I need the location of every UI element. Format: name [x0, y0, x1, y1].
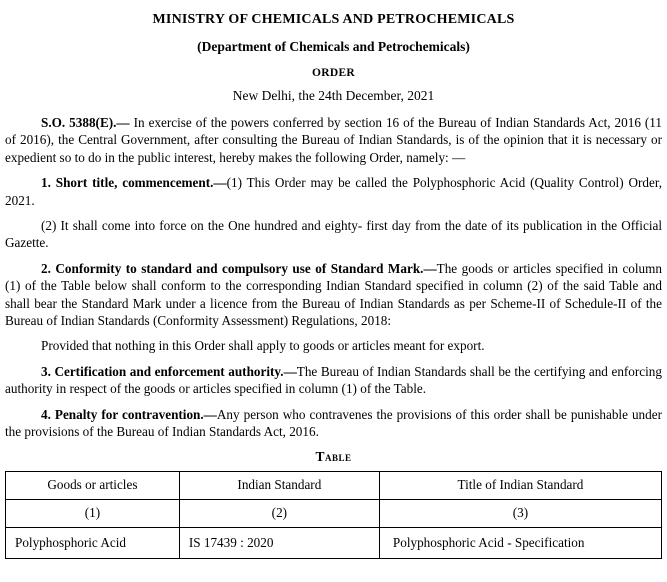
paragraph-proviso [5, 337, 662, 354]
paragraph-text: (2) It shall come into force on the One hundred and eighty- first day from the date of its publication in the Official Gazette. [5, 218, 662, 251]
paragraph-lead: 4. Penalty for contravention.— [41, 406, 217, 422]
document-header [5, 12, 662, 104]
paragraph-text: The Bureau of Indian Standards shall be the certifying and enforcing authority in respect of the goods or articles specified in column (1) of the Table. [5, 363, 662, 397]
dateline: New Delhi, the 24th December, 2021 [232, 88, 435, 103]
standards-table [5, 471, 662, 559]
table-row [6, 527, 662, 558]
column-number-2: (2) [179, 499, 379, 527]
paragraph-text: In exercise of the powers conferred by section 16 of the Bureau of Indian Standards Act, 2016 (11 of 2016), the Central Government, after consulting the Bureau of Indian Standards, is of the opinion that it is necessary or expedient so to do in the public interest, hereby makes the following Order, namely: — [5, 115, 663, 165]
cell-standard: IS 17439 : 2020 [179, 527, 379, 558]
table-column-number-row [6, 499, 662, 527]
paragraph-short-title [5, 174, 662, 209]
paragraph-so-number [5, 114, 662, 166]
column-number-1: (1) [6, 499, 180, 527]
column-header-title: Title of Indian Standard [379, 471, 661, 499]
order-label: ORDER [311, 67, 356, 79]
cell-goods: Polyphosphoric Acid [6, 527, 180, 558]
column-header-standard: Indian Standard [179, 471, 379, 499]
paragraph-text: (1) This Order may be called the Polyphosphoric Acid (Quality Control) Order, 2021. [5, 175, 662, 208]
table-heading: Table [315, 448, 352, 464]
ministry-title: MINISTRY OF CHEMICALS AND PETROCHEMICALS [152, 12, 515, 27]
paragraph-lead: 1. Short title, commencement.— [41, 175, 227, 191]
column-number-3: (3) [379, 499, 661, 527]
department-subtitle: (Department of Chemicals and Petrochemicals) [197, 39, 470, 54]
paragraph-text: The goods or articles specified in column (1) of the Table below shall conform to the corresponding Indian Standard specified in column (2) of the said Table and shall bear the Standard Mark under a licence from the Bureau of Indian Standards as per Scheme-II of Schedule-II of the Bureau of Indian Standards (Conformity Assessment) Regulations, 2018: [5, 260, 663, 329]
paragraph-penalty [5, 406, 662, 441]
paragraph-text: Any person who contravenes the provisions of this order shall be punishable under the provisions of the Bureau of Indian Standards Act, 2016. [5, 406, 662, 440]
column-header-goods: Goods or articles [6, 471, 180, 499]
paragraph-lead: 3. Certification and enforcement authority.— [41, 363, 297, 379]
paragraph-text: Provided that nothing in this Order shall apply to goods or articles meant for export. [41, 338, 485, 354]
paragraph-lead: 2. Conformity to standard and compulsory use of Standard Mark.— [41, 260, 437, 276]
paragraph-lead: S.O. 5388(E).— [41, 115, 130, 130]
paragraph-certification [5, 363, 662, 398]
paragraph-conformity [5, 260, 662, 330]
paragraph-commencement [5, 217, 662, 252]
cell-title: Polyphosphoric Acid - Specification [379, 527, 661, 558]
table-header-row [6, 471, 662, 499]
